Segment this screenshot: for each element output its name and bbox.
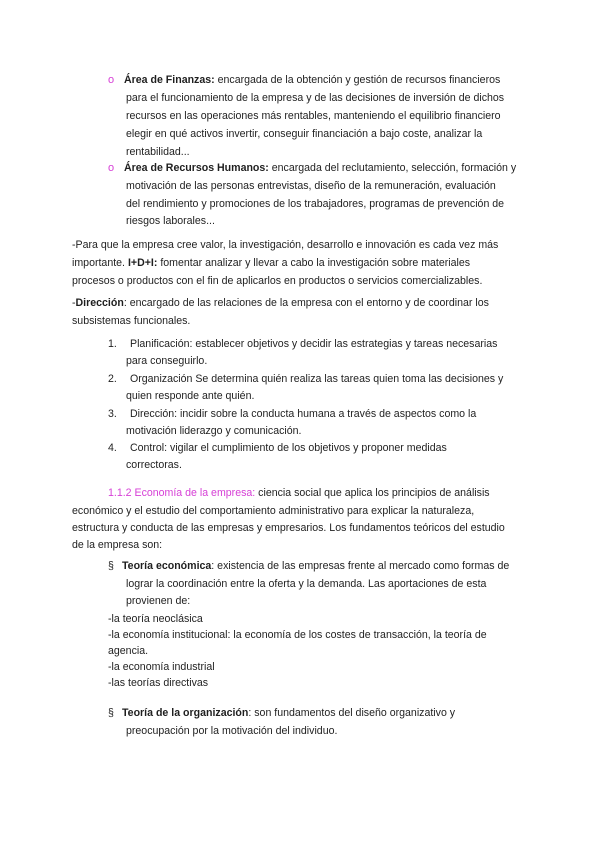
numbered-2-line-2: quien responde ante quién. xyxy=(126,390,255,402)
economia-line-1: 1.1.2 Economía de la empresa: ciencia social que aplica los principios de análisis xyxy=(108,487,490,499)
finanzas-bullet: o xyxy=(108,74,115,86)
teoria-organizacion-line-1: Teoría de la organización: son fundamentos del diseño organizativo y xyxy=(122,707,456,719)
economia-line-3: estructura y conducta de las empresas y empresarios. Los fundamentos teóricos del estudio xyxy=(72,522,505,534)
section-symbol-icon: § xyxy=(108,707,114,719)
numbered-2-num: 2. xyxy=(108,373,117,385)
numbered-4-line-2: correctoras. xyxy=(126,459,182,471)
teoria-economica-line-1: Teoría económica: existencia de las empresas frente al mercado como formas de xyxy=(122,560,510,572)
teoria-economica-line-3: provienen de: xyxy=(126,595,191,607)
rrhh-line-3: del rendimiento y promociones de los trabajadores, programas de prevención de xyxy=(126,198,505,210)
teoria-list-item-2-cont: agencia. xyxy=(108,645,149,657)
numbered-1-num: 1. xyxy=(108,338,117,350)
section-symbol-icon: § xyxy=(108,560,114,572)
teoria-organizacion-bold: Teoría de la organización xyxy=(122,707,249,719)
numbered-4-line-1: Control: vigilar el cumplimiento de los objetivos y proponer medidas xyxy=(130,442,447,454)
idi-line-2: importante. I+D+I: fomentar analizar y llevar a cabo la investigación sobre materiales xyxy=(72,257,471,269)
economia-line-2: económico y el estudio del comportamiento administrativo para explicar la naturaleza, xyxy=(72,505,475,517)
finanzas-line-1: Área de Finanzas: encargada de la obtención y gestión de recursos financieros xyxy=(124,74,501,86)
numbered-3-num: 3. xyxy=(108,408,117,420)
direccion-line-1: -Dirección: encargado de las relaciones de la empresa con el entorno y de coordinar los xyxy=(72,297,489,309)
direccion-bold: Dirección xyxy=(75,297,124,309)
numbered-1-line-2: para conseguirlo. xyxy=(126,355,208,367)
teoria-list-item-3: -la economía industrial xyxy=(108,661,215,673)
idi-bold: I+D+I: xyxy=(127,257,158,269)
economia-line-4: de la empresa son: xyxy=(72,539,163,551)
numbered-3-line-1: Dirección: incidir sobre la conducta humana a través de aspectos como la xyxy=(130,408,477,420)
rrhh-line-2: motivación de las personas entrevistas, diseño de la remuneración, evaluación xyxy=(126,180,496,192)
finanzas-line-5: rentabilidad... xyxy=(126,146,190,158)
economia-heading: 1.1.2 Economía de la empresa: xyxy=(108,487,256,499)
numbered-2-line-1: Organización Se determina quién realiza las tareas quien toma las decisiones y xyxy=(130,373,504,385)
finanzas-title: Área de Finanzas: xyxy=(124,74,215,86)
numbered-3-line-2: motivación liderazgo y comunicación. xyxy=(126,425,302,437)
finanzas-line-4: elegir en qué activos invertir, conseguir financiación a bajo coste, analizar la xyxy=(126,128,483,140)
teoria-economica-bold: Teoría económica xyxy=(122,560,212,572)
idi-line-1: -Para que la empresa cree valor, la investigación, desarrollo e innovación es cada vez más xyxy=(72,239,499,251)
teoria-organizacion-line-2: preocupación por la motivación del individuo. xyxy=(126,725,338,737)
rrhh-line-1: Área de Recursos Humanos: encargada del reclutamiento, selección, formación y xyxy=(124,162,517,174)
numbered-4-num: 4. xyxy=(108,442,117,454)
rrhh-line-4: riesgos laborales... xyxy=(126,215,215,227)
teoria-list-item-4: -las teorías directivas xyxy=(108,677,209,689)
numbered-1-line-1: Planificación: establecer objetivos y decidir las estrategias y tareas necesarias xyxy=(130,338,498,350)
finanzas-line-2: para el funcionamiento de la empresa y de las decisiones de inversión de dichos xyxy=(126,92,505,104)
finanzas-line-3: recursos en las operaciones más rentables, manteniendo el equilibrio financiero xyxy=(126,110,501,122)
teoria-economica-line-2: lograr la coordinación entre la oferta y la demanda. Las aportaciones de esta xyxy=(126,578,487,590)
teoria-list-item-2: -la economía institucional: la economía de los costes de transacción, la teoría de xyxy=(108,629,487,641)
rrhh-bullet: o xyxy=(108,162,115,174)
direccion-line-2: subsistemas funcionales. xyxy=(72,315,191,327)
teoria-list-item-1: -la teoría neoclásica xyxy=(108,613,203,625)
idi-line-3: procesos o productos con el fin de aplicarlos en productos o servicios comercializables. xyxy=(72,275,483,287)
rrhh-title: Área de Recursos Humanos: xyxy=(124,162,269,174)
